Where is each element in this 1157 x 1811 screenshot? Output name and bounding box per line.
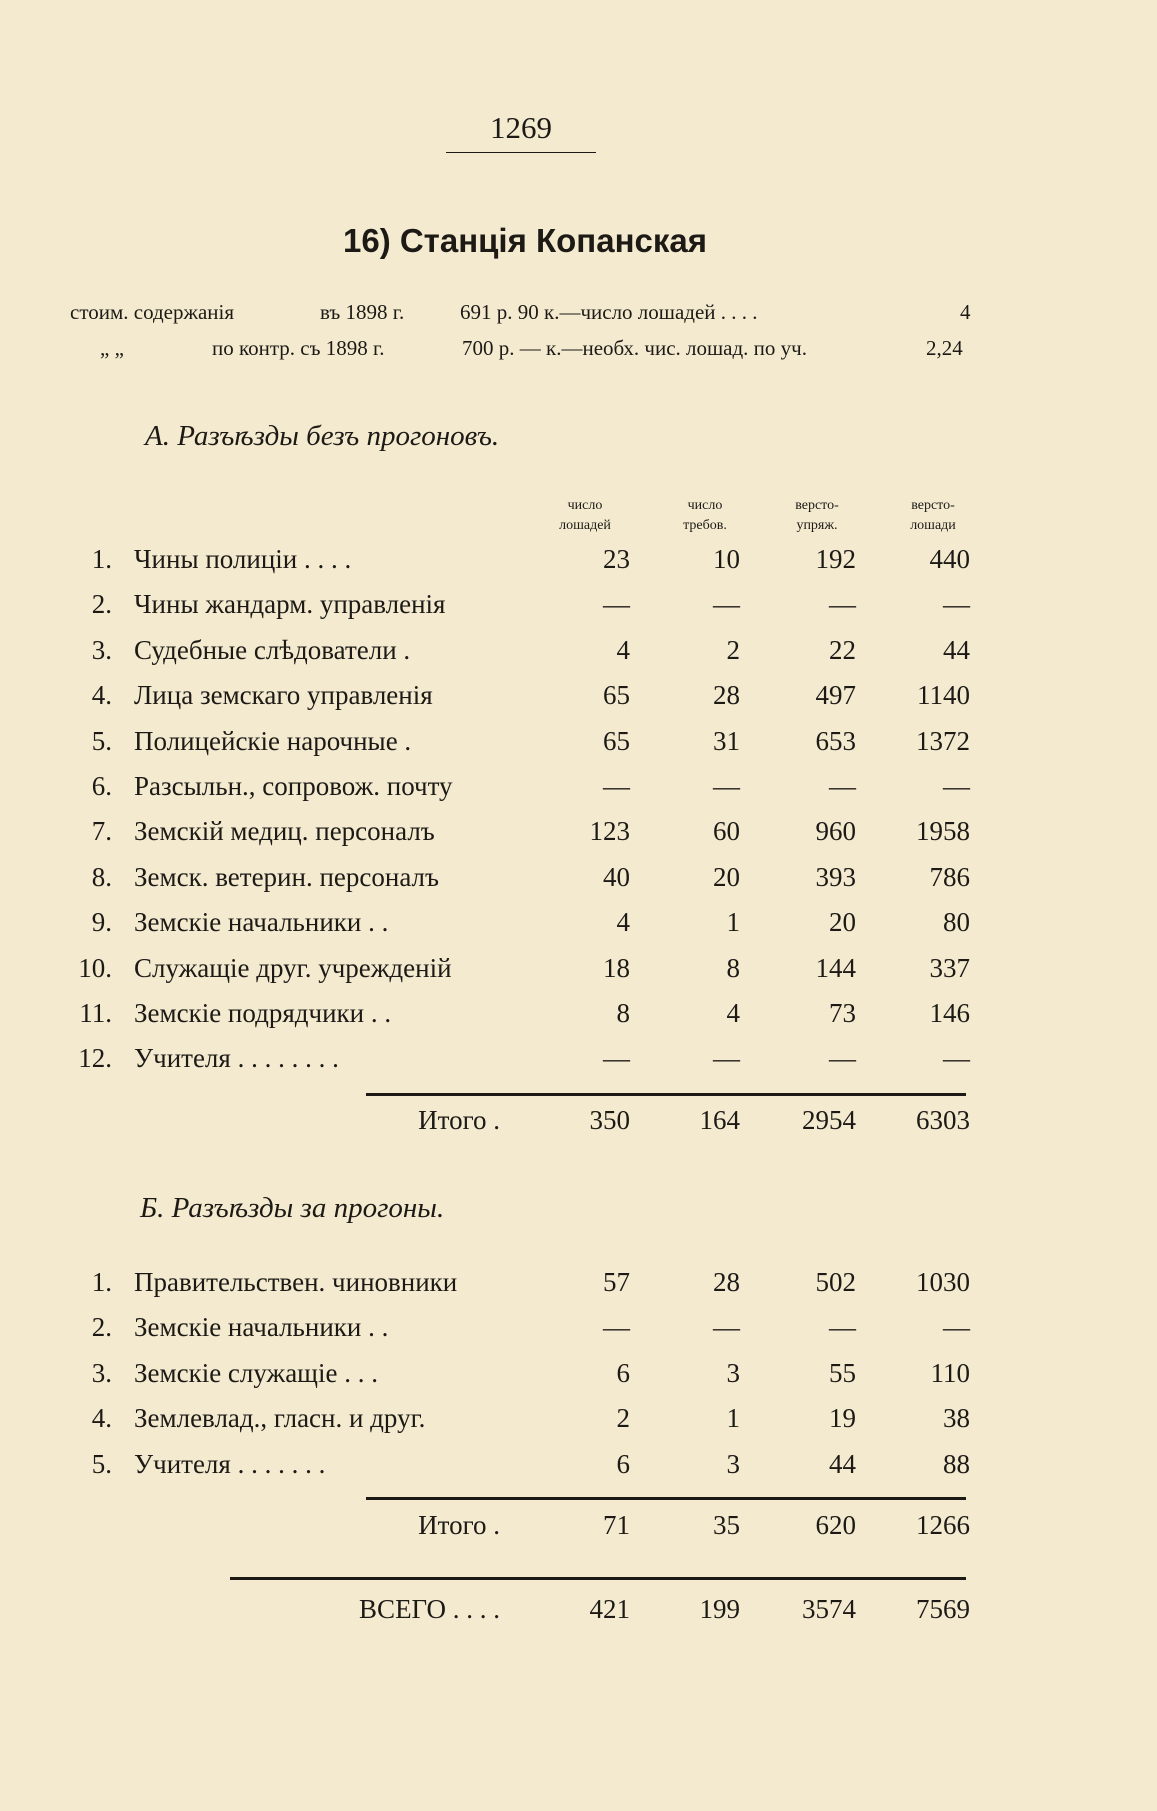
table-row xyxy=(0,635,1157,675)
row-number: 7. xyxy=(91,816,112,847)
table-row xyxy=(0,771,1157,811)
row-number: 12. xyxy=(78,1043,112,1074)
section-a-total-row xyxy=(0,1105,1157,1145)
cell-verst-horses: 1140 xyxy=(917,680,970,711)
cell-verst-teams: 393 xyxy=(815,861,856,892)
table-row xyxy=(0,589,1157,629)
cell-verst-teams: 960 xyxy=(815,816,856,847)
cell-verst-horses: 38 xyxy=(943,1403,970,1434)
row-label: Разсыльн., сопровож. почту xyxy=(134,771,453,801)
cell-verst-horses: 110 xyxy=(930,1357,970,1388)
total-horses: 71 xyxy=(603,1510,630,1540)
cell-horses: — xyxy=(603,589,630,620)
cell-horses: 8 xyxy=(616,998,630,1028)
info-row-contract-cost xyxy=(70,336,970,366)
row-number: 3. xyxy=(91,634,112,665)
cell-verst-horses: 80 xyxy=(943,907,970,938)
cell-verst-teams: 22 xyxy=(829,634,856,665)
info-label: „ „ xyxy=(100,336,124,360)
column-header-verst-teams: версто- упряж. xyxy=(795,498,839,533)
cell-verst-teams: 144 xyxy=(815,952,856,983)
table-row xyxy=(0,816,1157,856)
cell-horses: 4 xyxy=(616,907,630,938)
table-row xyxy=(0,1312,1157,1352)
column-header-verst-horses: версто- лошади xyxy=(910,498,956,533)
page-number: 1269 xyxy=(490,110,552,145)
table-row xyxy=(0,726,1157,766)
table-row xyxy=(0,953,1157,993)
row-label: Земскіе служащіе . . . xyxy=(134,1357,378,1388)
row-label: Земскіе начальники . . xyxy=(134,1312,389,1343)
station-title: 16) Станція Копанская xyxy=(342,222,707,259)
info-value: 691 р. 90 к.—число лошадей . . . . xyxy=(460,300,758,324)
cell-verst-horses: — xyxy=(943,589,970,620)
row-number: 9. xyxy=(91,907,112,938)
info-row-maintenance-cost xyxy=(70,300,970,330)
row-number: 2. xyxy=(91,589,112,620)
cell-verst-horses: — xyxy=(943,1312,970,1343)
cell-requests: 20 xyxy=(713,861,740,892)
cell-verst-horses: 1372 xyxy=(916,725,970,756)
cell-requests: 1 xyxy=(726,1403,740,1434)
cell-requests: 3 xyxy=(726,1448,740,1479)
total-label: Итого . xyxy=(418,1510,500,1540)
row-label: Служащіе друг. учрежденій xyxy=(134,952,452,983)
total-horses: 350 xyxy=(589,1105,630,1135)
cell-requests: 28 xyxy=(713,1267,740,1297)
cell-verst-teams: 653 xyxy=(815,725,856,756)
row-label: Землевлад., гласн. и друг. xyxy=(134,1403,426,1434)
cell-verst-horses: 1030 xyxy=(916,1267,970,1297)
cell-horses: 2 xyxy=(616,1403,630,1434)
row-number: 3. xyxy=(91,1357,112,1388)
table-row xyxy=(0,1043,1157,1083)
grand-total-rule xyxy=(230,1577,966,1580)
cell-requests: — xyxy=(713,771,740,801)
table-row xyxy=(0,1449,1157,1489)
cell-requests: — xyxy=(713,1312,740,1343)
total-label: Итого . xyxy=(418,1105,500,1135)
cell-verst-teams: 73 xyxy=(829,998,856,1028)
info-count: 2,24 xyxy=(926,336,963,360)
grand-total-horses: 421 xyxy=(589,1594,630,1624)
section-a-title: А. Разъѣзды безъ прогоновъ. xyxy=(145,420,500,452)
cell-horses: 6 xyxy=(616,1357,630,1388)
table-row xyxy=(0,907,1157,947)
total-requests: 164 xyxy=(699,1105,740,1135)
row-label: Чины жандарм. управленія xyxy=(134,589,446,620)
section-b-total-row xyxy=(0,1510,1157,1550)
cell-verst-horses: 440 xyxy=(929,544,970,574)
cell-verst-horses: — xyxy=(943,1043,970,1074)
row-number: 5. xyxy=(91,1448,112,1479)
grand-total-row xyxy=(0,1594,1157,1634)
cell-verst-teams: 55 xyxy=(829,1357,856,1388)
cell-verst-teams: 497 xyxy=(815,680,856,711)
cell-horses: 65 xyxy=(603,680,630,711)
row-label: Учителя . . . . . . . xyxy=(134,1448,326,1479)
table-row xyxy=(0,1358,1157,1398)
column-header-horses: число лошадей xyxy=(559,498,611,533)
cell-verst-horses: 337 xyxy=(929,952,970,983)
cell-verst-teams: — xyxy=(829,771,856,801)
cell-verst-teams: 19 xyxy=(829,1403,856,1434)
column-header-requests: число требов. xyxy=(683,498,727,533)
row-label: Земскій медиц. персоналъ xyxy=(134,816,435,847)
cell-verst-teams: 192 xyxy=(815,544,856,574)
cell-horses: — xyxy=(603,1312,630,1343)
cell-horses: — xyxy=(603,771,630,801)
cell-requests: 3 xyxy=(726,1357,740,1388)
cell-requests: 1 xyxy=(726,907,740,938)
row-number: 6. xyxy=(91,771,112,801)
row-number: 4. xyxy=(91,1403,112,1434)
info-label: стоим. содержанія xyxy=(70,300,235,324)
total-verst-horses: 1266 xyxy=(916,1510,970,1540)
cell-requests: 10 xyxy=(713,544,740,574)
grand-total-verst-teams: 3574 xyxy=(802,1594,856,1624)
cell-verst-horses: 1958 xyxy=(916,816,970,847)
cell-verst-horses: 786 xyxy=(929,861,970,892)
cell-verst-teams: — xyxy=(829,589,856,620)
cell-horses: 65 xyxy=(603,725,630,756)
row-label: Земскіе подрядчики . . xyxy=(134,998,392,1028)
cell-horses: 18 xyxy=(603,952,630,983)
cell-verst-teams: 20 xyxy=(829,907,856,938)
row-number: 4. xyxy=(91,680,112,711)
cell-verst-teams: 502 xyxy=(815,1267,856,1297)
cell-horses: 23 xyxy=(603,544,630,574)
cell-requests: — xyxy=(713,1043,740,1074)
cell-requests: 60 xyxy=(713,816,740,847)
grand-total-requests: 199 xyxy=(699,1594,740,1624)
row-label: Чины полиціи . . . . xyxy=(134,544,352,574)
total-requests: 35 xyxy=(713,1510,740,1540)
cell-verst-teams: — xyxy=(829,1312,856,1343)
row-label: Судебные слѣдователи . xyxy=(134,634,411,665)
page-number-rule xyxy=(446,152,596,153)
row-number: 1. xyxy=(91,1267,112,1297)
cell-horses: 6 xyxy=(616,1448,630,1479)
grand-total-verst-horses: 7569 xyxy=(916,1594,970,1624)
info-count: 4 xyxy=(960,300,971,324)
table-row xyxy=(0,862,1157,902)
info-year: въ 1898 г. xyxy=(320,300,405,324)
info-year: по контр. съ 1898 г. xyxy=(212,336,385,360)
row-number: 5. xyxy=(91,725,112,756)
row-number: 10. xyxy=(78,952,112,983)
cell-requests: 2 xyxy=(726,634,740,665)
cell-horses: 4 xyxy=(616,634,630,665)
cell-requests: 31 xyxy=(713,725,740,756)
cell-verst-horses: 88 xyxy=(943,1448,970,1479)
cell-requests: 4 xyxy=(726,998,740,1028)
cell-verst-horses: 44 xyxy=(943,634,970,665)
table-row xyxy=(0,1267,1157,1307)
row-number: 2. xyxy=(91,1312,112,1343)
table-row xyxy=(0,544,1157,584)
cell-verst-teams: 44 xyxy=(829,1448,856,1479)
section-a-total-rule xyxy=(366,1093,966,1096)
row-number: 1. xyxy=(91,544,112,574)
row-label: Земскіе начальники . . xyxy=(134,907,389,938)
table-row xyxy=(0,680,1157,720)
section-b-title: Б. Разъѣзды за прогоны. xyxy=(140,1192,445,1224)
cell-horses: 57 xyxy=(603,1267,630,1297)
table-row xyxy=(0,1403,1157,1443)
row-label: Правительствен. чиновники xyxy=(134,1267,458,1297)
cell-horses: — xyxy=(603,1043,630,1074)
cell-verst-horses: 146 xyxy=(929,998,970,1028)
info-value: 700 р. — к.—необх. чис. лошад. по уч. xyxy=(462,336,807,360)
cell-requests: — xyxy=(713,589,740,620)
row-label: Лица земскаго управленія xyxy=(134,680,433,711)
cell-verst-horses: — xyxy=(943,771,970,801)
table-row xyxy=(0,998,1157,1038)
cell-horses: 40 xyxy=(603,861,630,892)
row-label: Учителя . . . . . . . . xyxy=(134,1043,339,1074)
row-label: Полицейскіе нарочные . xyxy=(134,725,412,756)
row-number: 11. xyxy=(79,998,112,1028)
row-number: 8. xyxy=(91,861,112,892)
row-label: Земск. ветерин. персоналъ xyxy=(134,861,439,892)
total-verst-teams: 2954 xyxy=(802,1105,856,1135)
total-verst-horses: 6303 xyxy=(916,1105,970,1135)
cell-requests: 28 xyxy=(713,680,740,711)
grand-total-label: ВСЕГО . . . . xyxy=(359,1594,500,1624)
total-verst-teams: 620 xyxy=(815,1510,856,1540)
cell-verst-teams: — xyxy=(829,1043,856,1074)
cell-horses: 123 xyxy=(589,816,630,847)
cell-requests: 8 xyxy=(726,952,740,983)
section-b-total-rule xyxy=(366,1497,966,1500)
